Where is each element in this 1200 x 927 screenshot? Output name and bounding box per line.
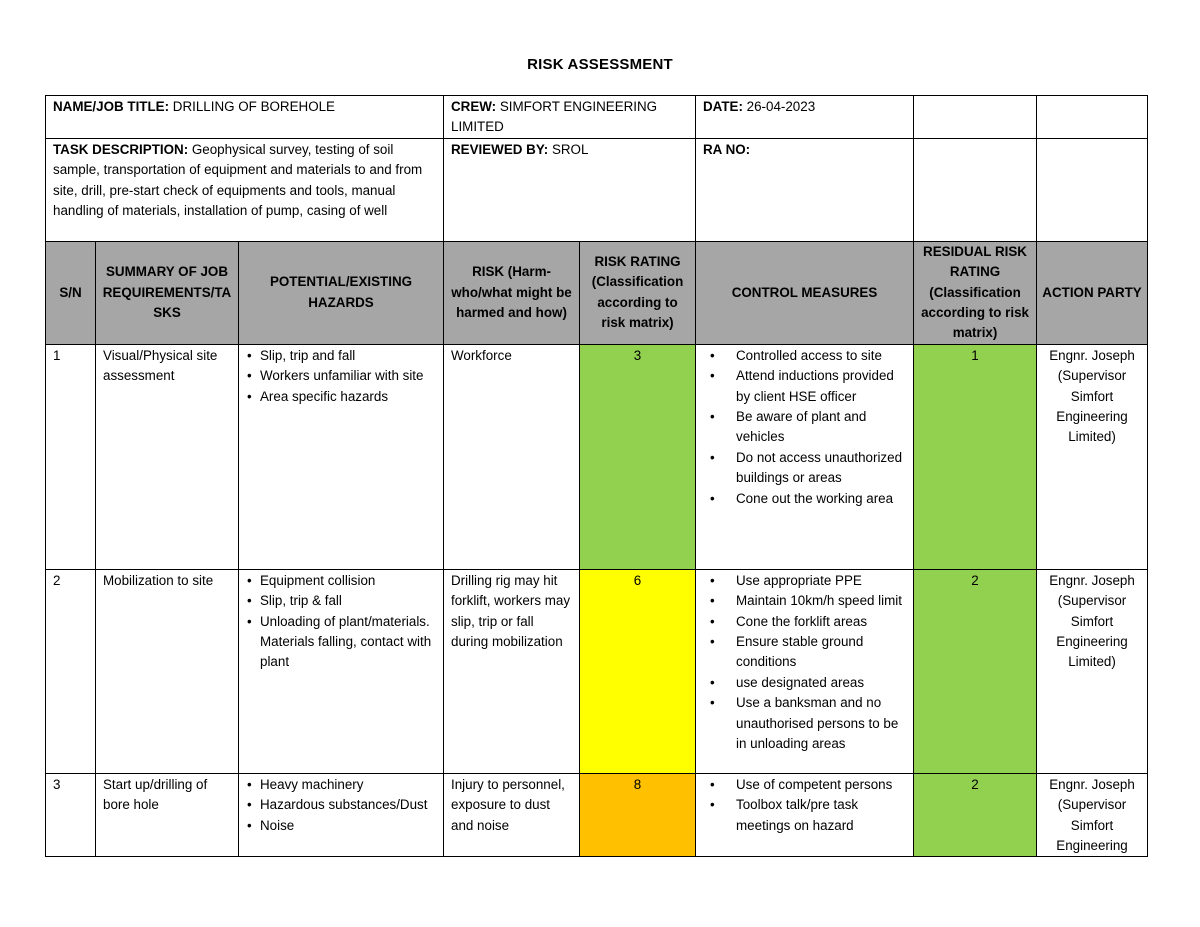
control-list <box>703 775 906 836</box>
empty-cell <box>914 96 1037 139</box>
crew-cell <box>444 96 696 139</box>
empty-cell <box>914 138 1037 241</box>
control-item: • Use of competent persons <box>736 775 906 795</box>
risk-rating-cell: 8 <box>580 773 696 857</box>
control-item: • Ensure stable ground conditions <box>736 632 906 673</box>
crew-value: SIMFORT ENGINEERING LIMITED <box>451 99 658 135</box>
row-hazards <box>239 569 444 773</box>
row-controls <box>696 569 914 773</box>
control-item: • Maintain 10km/h speed limit <box>736 591 906 611</box>
job-title-label: NAME/JOB TITLE: <box>53 99 170 114</box>
date-cell <box>696 96 914 139</box>
risk-assessment-table <box>45 95 1148 857</box>
date-value: 26-04-2023 <box>742 99 816 114</box>
reviewed-by-value: SROL <box>548 141 589 157</box>
hazard-item: • Noise <box>260 816 436 836</box>
document-title: RISK ASSESSMENT <box>527 56 673 73</box>
empty-cell <box>1037 138 1148 241</box>
row-hazards <box>239 773 444 857</box>
info-row-1 <box>46 96 1148 139</box>
header-risk: RISK (Harm-who/what might be harmed and how) <box>444 241 580 344</box>
row-sn: 3 <box>46 773 96 857</box>
control-item: • Cone the forklift areas <box>736 612 906 632</box>
task-description-value: Geophysical survey, testing of soil sample, transportation of equipment and materials to and from site, drill, pre-start check of equipments and tools, manual handling of materials, installation of pump, casing of well <box>53 141 423 219</box>
row-controls <box>696 344 914 569</box>
header-summary-text: SUMMARY OF JOB REQUIREMENTS/TASKS <box>102 264 232 321</box>
hazard-item: • Hazardous substances/Dust <box>260 795 436 815</box>
control-item: • Toolbox talk/pre task meetings on hazard <box>736 795 906 836</box>
table-row <box>46 773 1148 857</box>
task-description-label: TASK DESCRIPTION: <box>53 141 189 157</box>
info-row-2 <box>46 138 1148 241</box>
empty-cell <box>1037 96 1148 139</box>
column-header-row <box>46 241 1148 344</box>
header-residual: RESIDUAL RISK RATING (Classification according to risk matrix) <box>914 241 1037 344</box>
risk-rating-cell: 6 <box>580 569 696 773</box>
control-list <box>703 346 906 509</box>
row-task: Start up/drilling of bore hole <box>96 773 239 857</box>
date-label: DATE: <box>703 99 743 114</box>
control-item: • Attend inductions provided by client HSE officer <box>736 366 906 407</box>
row-risk: Injury to personnel, exposure to dust and noise <box>444 773 580 857</box>
ra-no-label: RA NO: <box>703 141 751 157</box>
crew-label: CREW: <box>451 99 497 114</box>
row-risk: Drilling rig may hit forklift, workers may slip, trip or fall during mobilization <box>444 569 580 773</box>
row-risk: Workforce <box>444 344 580 569</box>
control-item: • Controlled access to site <box>736 346 906 366</box>
row-controls <box>696 773 914 857</box>
action-party-cell: Engnr. Joseph (Supervisor Simfort Engineering <box>1037 773 1148 857</box>
header-rating: RISK RATING (Classification according to risk matrix) <box>580 241 696 344</box>
row-task: Mobilization to site <box>96 569 239 773</box>
risk-rating-cell: 3 <box>580 344 696 569</box>
control-item: • Be aware of plant and vehicles <box>736 407 906 448</box>
residual-rating-cell: 2 <box>914 569 1037 773</box>
header-hazards: POTENTIAL/EXISTING HAZARDS <box>239 241 444 344</box>
control-item: • Use appropriate PPE <box>736 571 906 591</box>
control-item: • Use a banksman and no unauthorised persons to be in unloading areas <box>736 693 906 754</box>
action-party-cell: Engnr. Joseph (Supervisor Simfort Engineering Limited) <box>1037 569 1148 773</box>
hazard-item: • Slip, trip and fall <box>260 346 436 366</box>
header-summary <box>96 241 239 344</box>
hazard-item: • Heavy machinery <box>260 775 436 795</box>
table-row <box>46 569 1148 773</box>
table-row <box>46 344 1148 569</box>
hazard-item: • Workers unfamiliar with site <box>260 366 436 386</box>
row-sn: 2 <box>46 569 96 773</box>
control-item: • use designated areas <box>736 673 906 693</box>
hazard-item: • Slip, trip & fall <box>260 591 436 611</box>
task-description-cell <box>46 138 444 241</box>
action-party-cell: Engnr. Joseph (Supervisor Simfort Engineering Limited) <box>1037 344 1148 569</box>
hazard-item: • Area specific hazards <box>260 387 436 407</box>
header-sn: S/N <box>46 241 96 344</box>
hazard-list <box>246 775 436 836</box>
row-hazards <box>239 344 444 569</box>
control-item: • Cone out the working area <box>736 489 906 509</box>
hazard-list <box>246 346 436 407</box>
row-task: Visual/Physical site assessment <box>96 344 239 569</box>
header-controls: CONTROL MEASURES <box>696 241 914 344</box>
header-party: ACTION PARTY <box>1037 241 1148 344</box>
residual-rating-cell: 2 <box>914 773 1037 857</box>
job-title-value: DRILLING OF BOREHOLE <box>169 99 335 114</box>
residual-rating-cell: 1 <box>914 344 1037 569</box>
row-sn: 1 <box>46 344 96 569</box>
reviewed-by-label: REVIEWED BY: <box>451 141 549 157</box>
job-title-cell <box>46 96 444 139</box>
control-item: • Do not access unauthorized buildings or areas <box>736 448 906 489</box>
reviewed-by-cell <box>444 138 696 241</box>
ra-no-cell <box>696 138 914 241</box>
hazard-item: • Unloading of plant/materials. Materials falling, contact with plant <box>260 612 436 673</box>
hazard-item: • Equipment collision <box>260 571 436 591</box>
hazard-list <box>246 571 436 673</box>
control-list <box>703 571 906 755</box>
